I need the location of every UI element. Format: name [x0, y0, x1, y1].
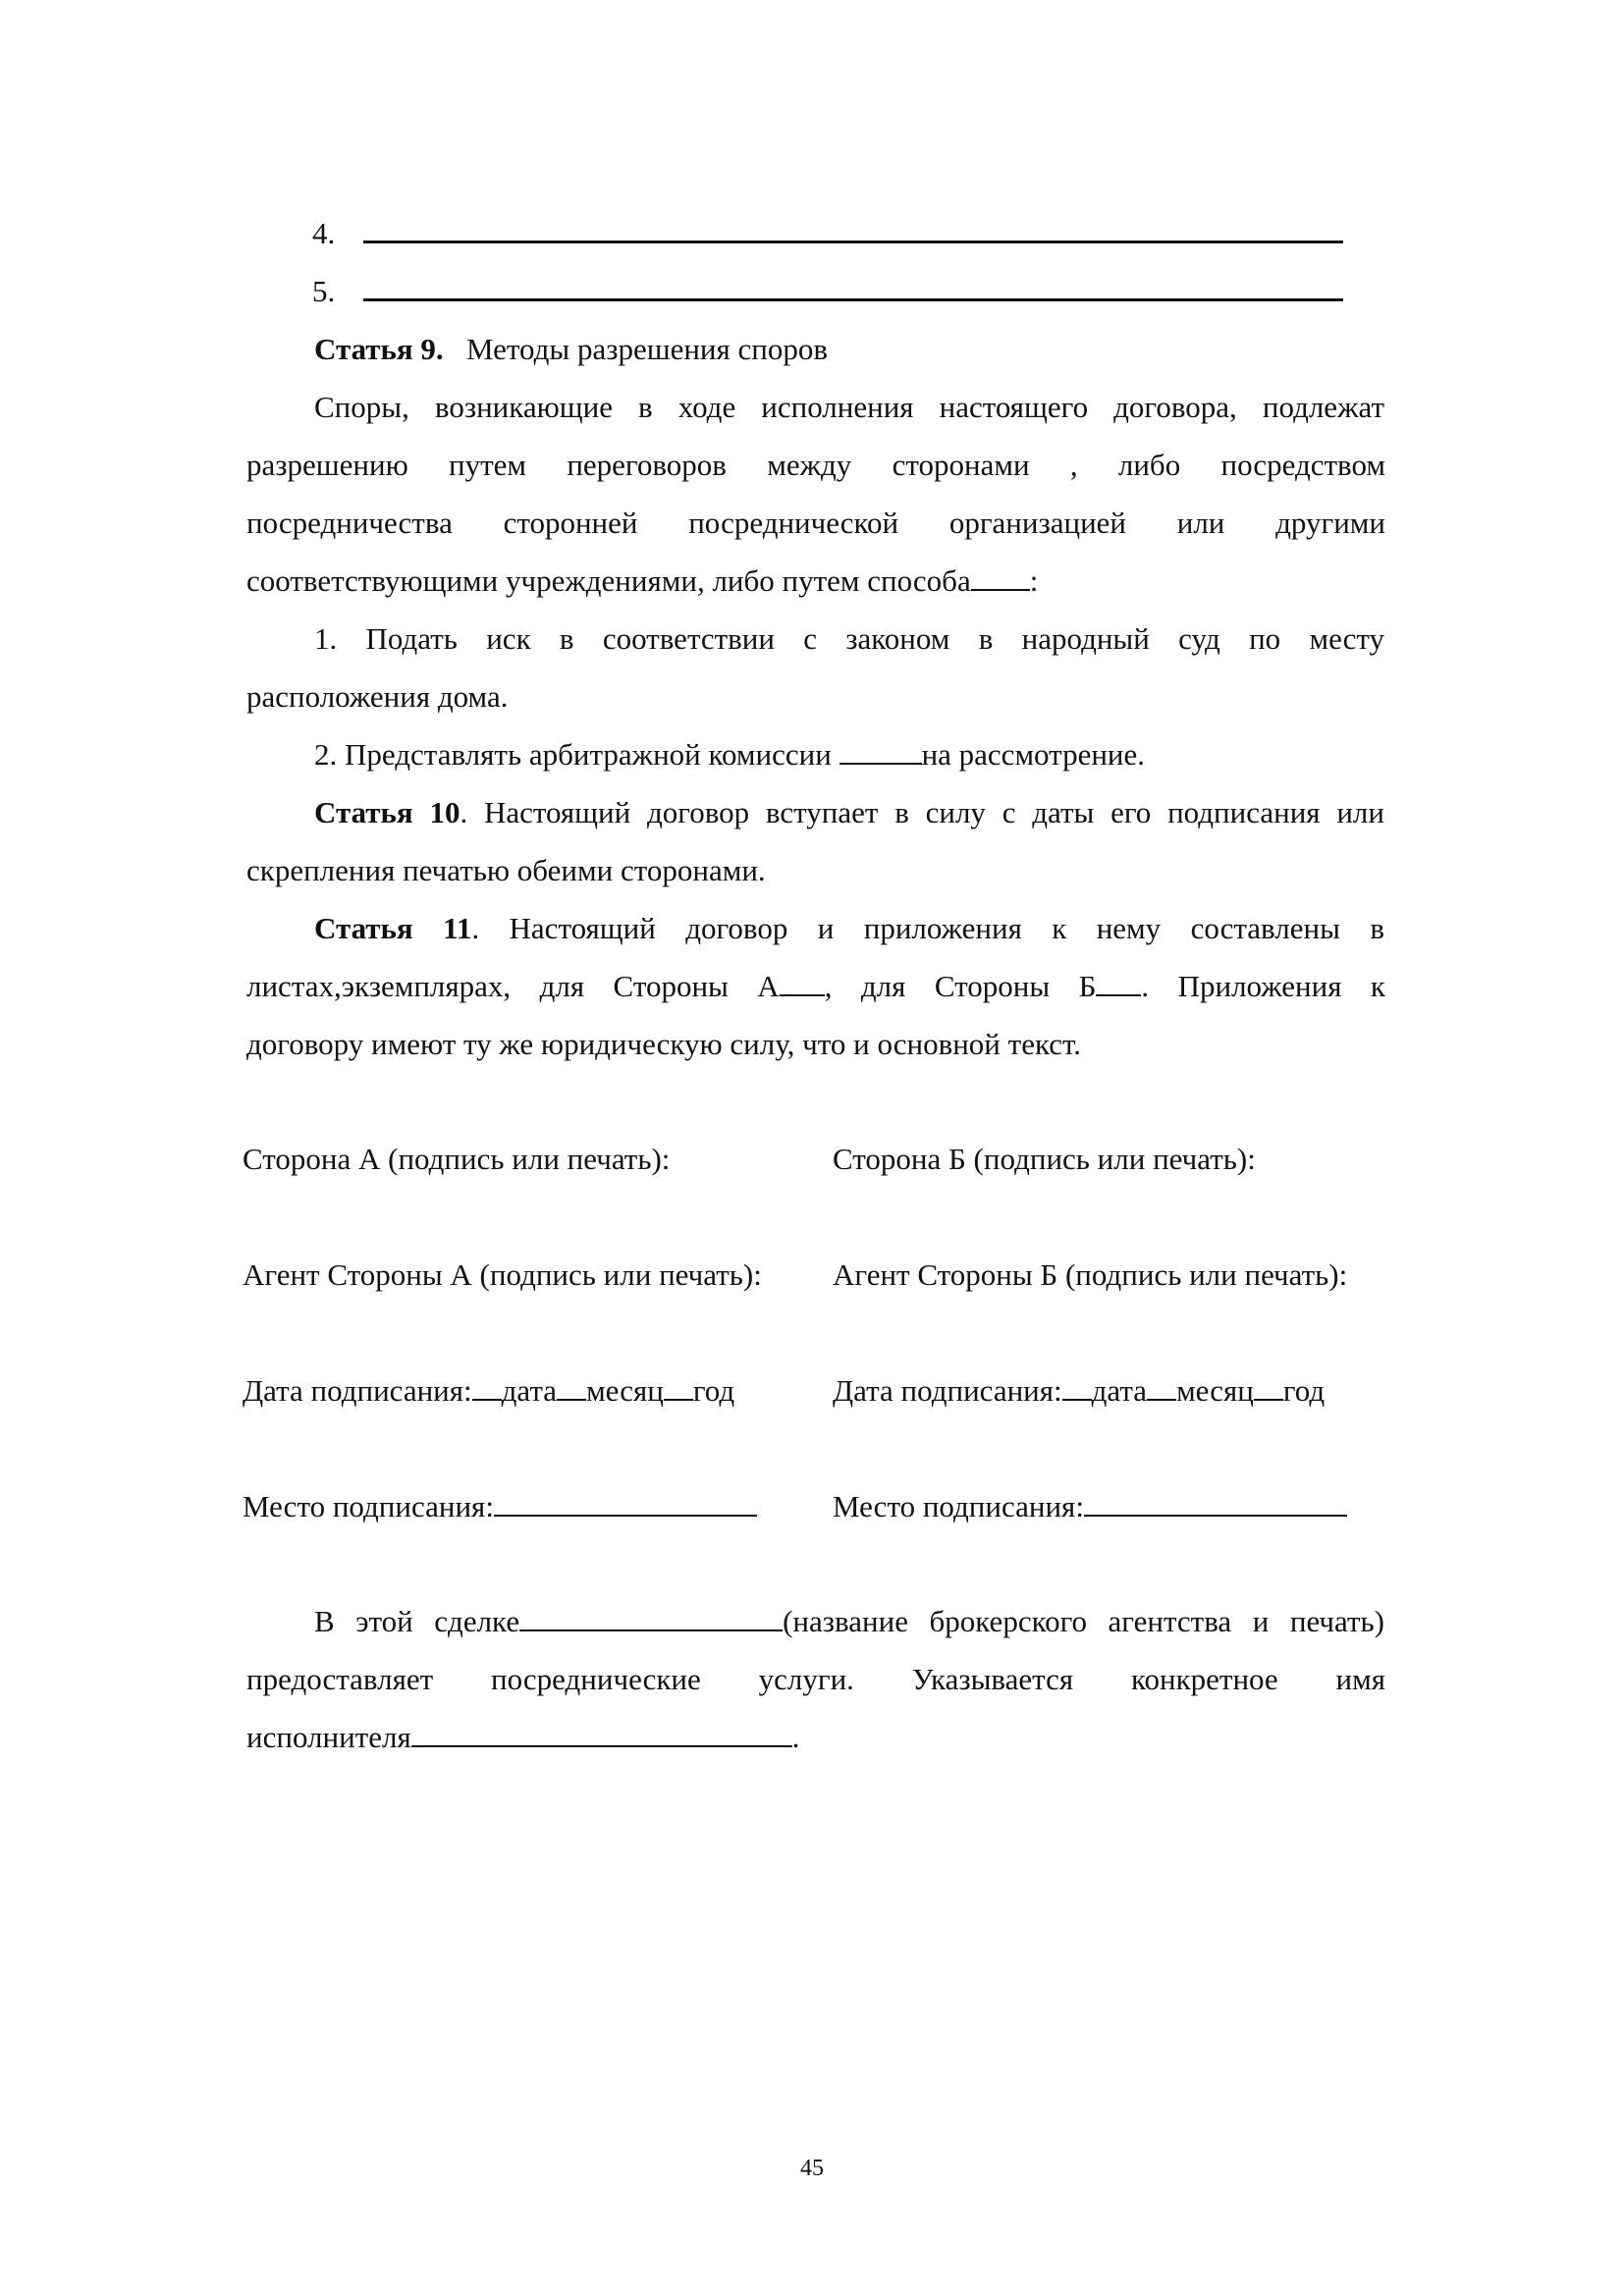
day-label: дата: [1091, 1373, 1148, 1408]
broker-name-blank: [519, 1600, 783, 1631]
day-blank: [472, 1369, 502, 1401]
article-9-title: Методы разрешения споров: [465, 332, 829, 366]
article-9-text-line-3: посредничества сторонней посреднической организацией или другими: [246, 506, 1385, 540]
article-9-text-line-1: Споры, возникающие в ходе исполнения настоящего договора, подлежат: [314, 390, 1384, 424]
option-2-end: на рассмотрение.: [921, 737, 1146, 772]
date-label: Дата подписания:: [833, 1373, 1062, 1408]
month-label: месяц: [586, 1373, 664, 1408]
party-a-copies-blank: [780, 965, 825, 996]
article-9-text-line-2: разрешению путем переговоров между сторонами , либо посредством: [246, 448, 1385, 482]
list-item-5-blank-line: [363, 298, 1343, 301]
year-label: год: [692, 1373, 735, 1408]
page-number: 45: [800, 2156, 824, 2181]
option-1-line-1: 1. Подать иск в соответствии с законом в народный суд по месту: [314, 621, 1384, 656]
article-11-line-2-middle: , для Стороны Б: [824, 969, 1097, 1003]
broker-line-3-start: исполнителя: [246, 1720, 411, 1754]
broker-line-3-end: .: [791, 1720, 800, 1754]
list-item-5-number: 5.: [312, 274, 336, 308]
month-blank: [557, 1369, 586, 1401]
party-a-signature-label: Сторона А (подпись или печать):: [243, 1142, 671, 1176]
article-9-heading: [314, 328, 1384, 371]
article-10-label: Статья 10: [314, 795, 460, 829]
date-label: Дата подписания:: [243, 1373, 472, 1408]
article-10-line-2: скрепления печатью обеими сторонами.: [246, 853, 766, 887]
article-10-text: . Настоящий договор вступает в силу с даты его подписания или: [460, 795, 1384, 829]
party-a-place-line: [243, 1485, 757, 1528]
article-11-line-2-end: . Приложения к: [1141, 969, 1385, 1003]
article-9-label: Статья 9.: [314, 332, 444, 366]
month-blank: [1147, 1369, 1176, 1401]
year-blank: [664, 1369, 693, 1401]
broker-line-1-start: В этой сделке: [314, 1604, 520, 1638]
article-9-text-line-4-start: соответствующими учреждениями, либо путем способа: [246, 563, 971, 598]
article-11-line-2-start: листах,экземплярах, для Стороны А: [246, 969, 780, 1003]
day-label: дата: [501, 1373, 558, 1408]
year-blank: [1254, 1369, 1283, 1401]
place-label: Место подписания:: [243, 1489, 494, 1523]
broker-line-1-end: (название брокерского агентства и печать): [783, 1604, 1384, 1638]
party-b-place-line: [833, 1485, 1347, 1528]
executor-name-blank: [411, 1716, 792, 1747]
option-1-line-2: расположения дома.: [246, 679, 509, 714]
broker-line-3: [246, 1716, 1385, 1759]
party-b-date-line: [833, 1369, 1325, 1413]
article-11-line-2: [246, 965, 1385, 1008]
article-11-line-1: [314, 907, 1384, 950]
article-11-line-3: договору имеют ту же юридическую силу, что и основной текст.: [246, 1027, 1081, 1061]
day-blank: [1062, 1369, 1092, 1401]
list-item-4-blank-line: [363, 240, 1343, 243]
list-item-4-number: 4.: [312, 216, 336, 250]
article-9-text-line-4: [246, 560, 1385, 603]
article-11-text: . Настоящий договор и приложения к нему составлены в: [471, 911, 1384, 945]
article-10-line-1: [314, 791, 1384, 834]
place-blank: [494, 1485, 757, 1517]
place-blank: [1084, 1485, 1347, 1517]
arbitration-blank: [839, 733, 922, 765]
article-11-label: Статья 11: [314, 911, 472, 945]
year-label: год: [1282, 1373, 1326, 1408]
broker-line-1: [314, 1600, 1384, 1643]
agent-a-signature-label: Агент Стороны А (подпись или печать):: [243, 1257, 762, 1292]
party-b-copies-blank: [1096, 965, 1141, 996]
option-2-start: 2. Представлять арбитражной комиссии: [314, 737, 839, 772]
option-2-line: [314, 733, 1384, 776]
place-label: Место подписания:: [833, 1489, 1084, 1523]
party-a-date-line: [243, 1369, 734, 1413]
party-b-signature-label: Сторона Б (подпись или печать):: [833, 1142, 1256, 1176]
method-blank: [971, 560, 1030, 591]
broker-line-2: предоставляет посреднические услуги. Указывается конкретное имя: [246, 1662, 1385, 1696]
month-label: месяц: [1176, 1373, 1254, 1408]
agent-b-signature-label: Агент Стороны Б (подпись или печать):: [833, 1257, 1348, 1292]
article-9-text-line-4-end: :: [1029, 563, 1039, 598]
